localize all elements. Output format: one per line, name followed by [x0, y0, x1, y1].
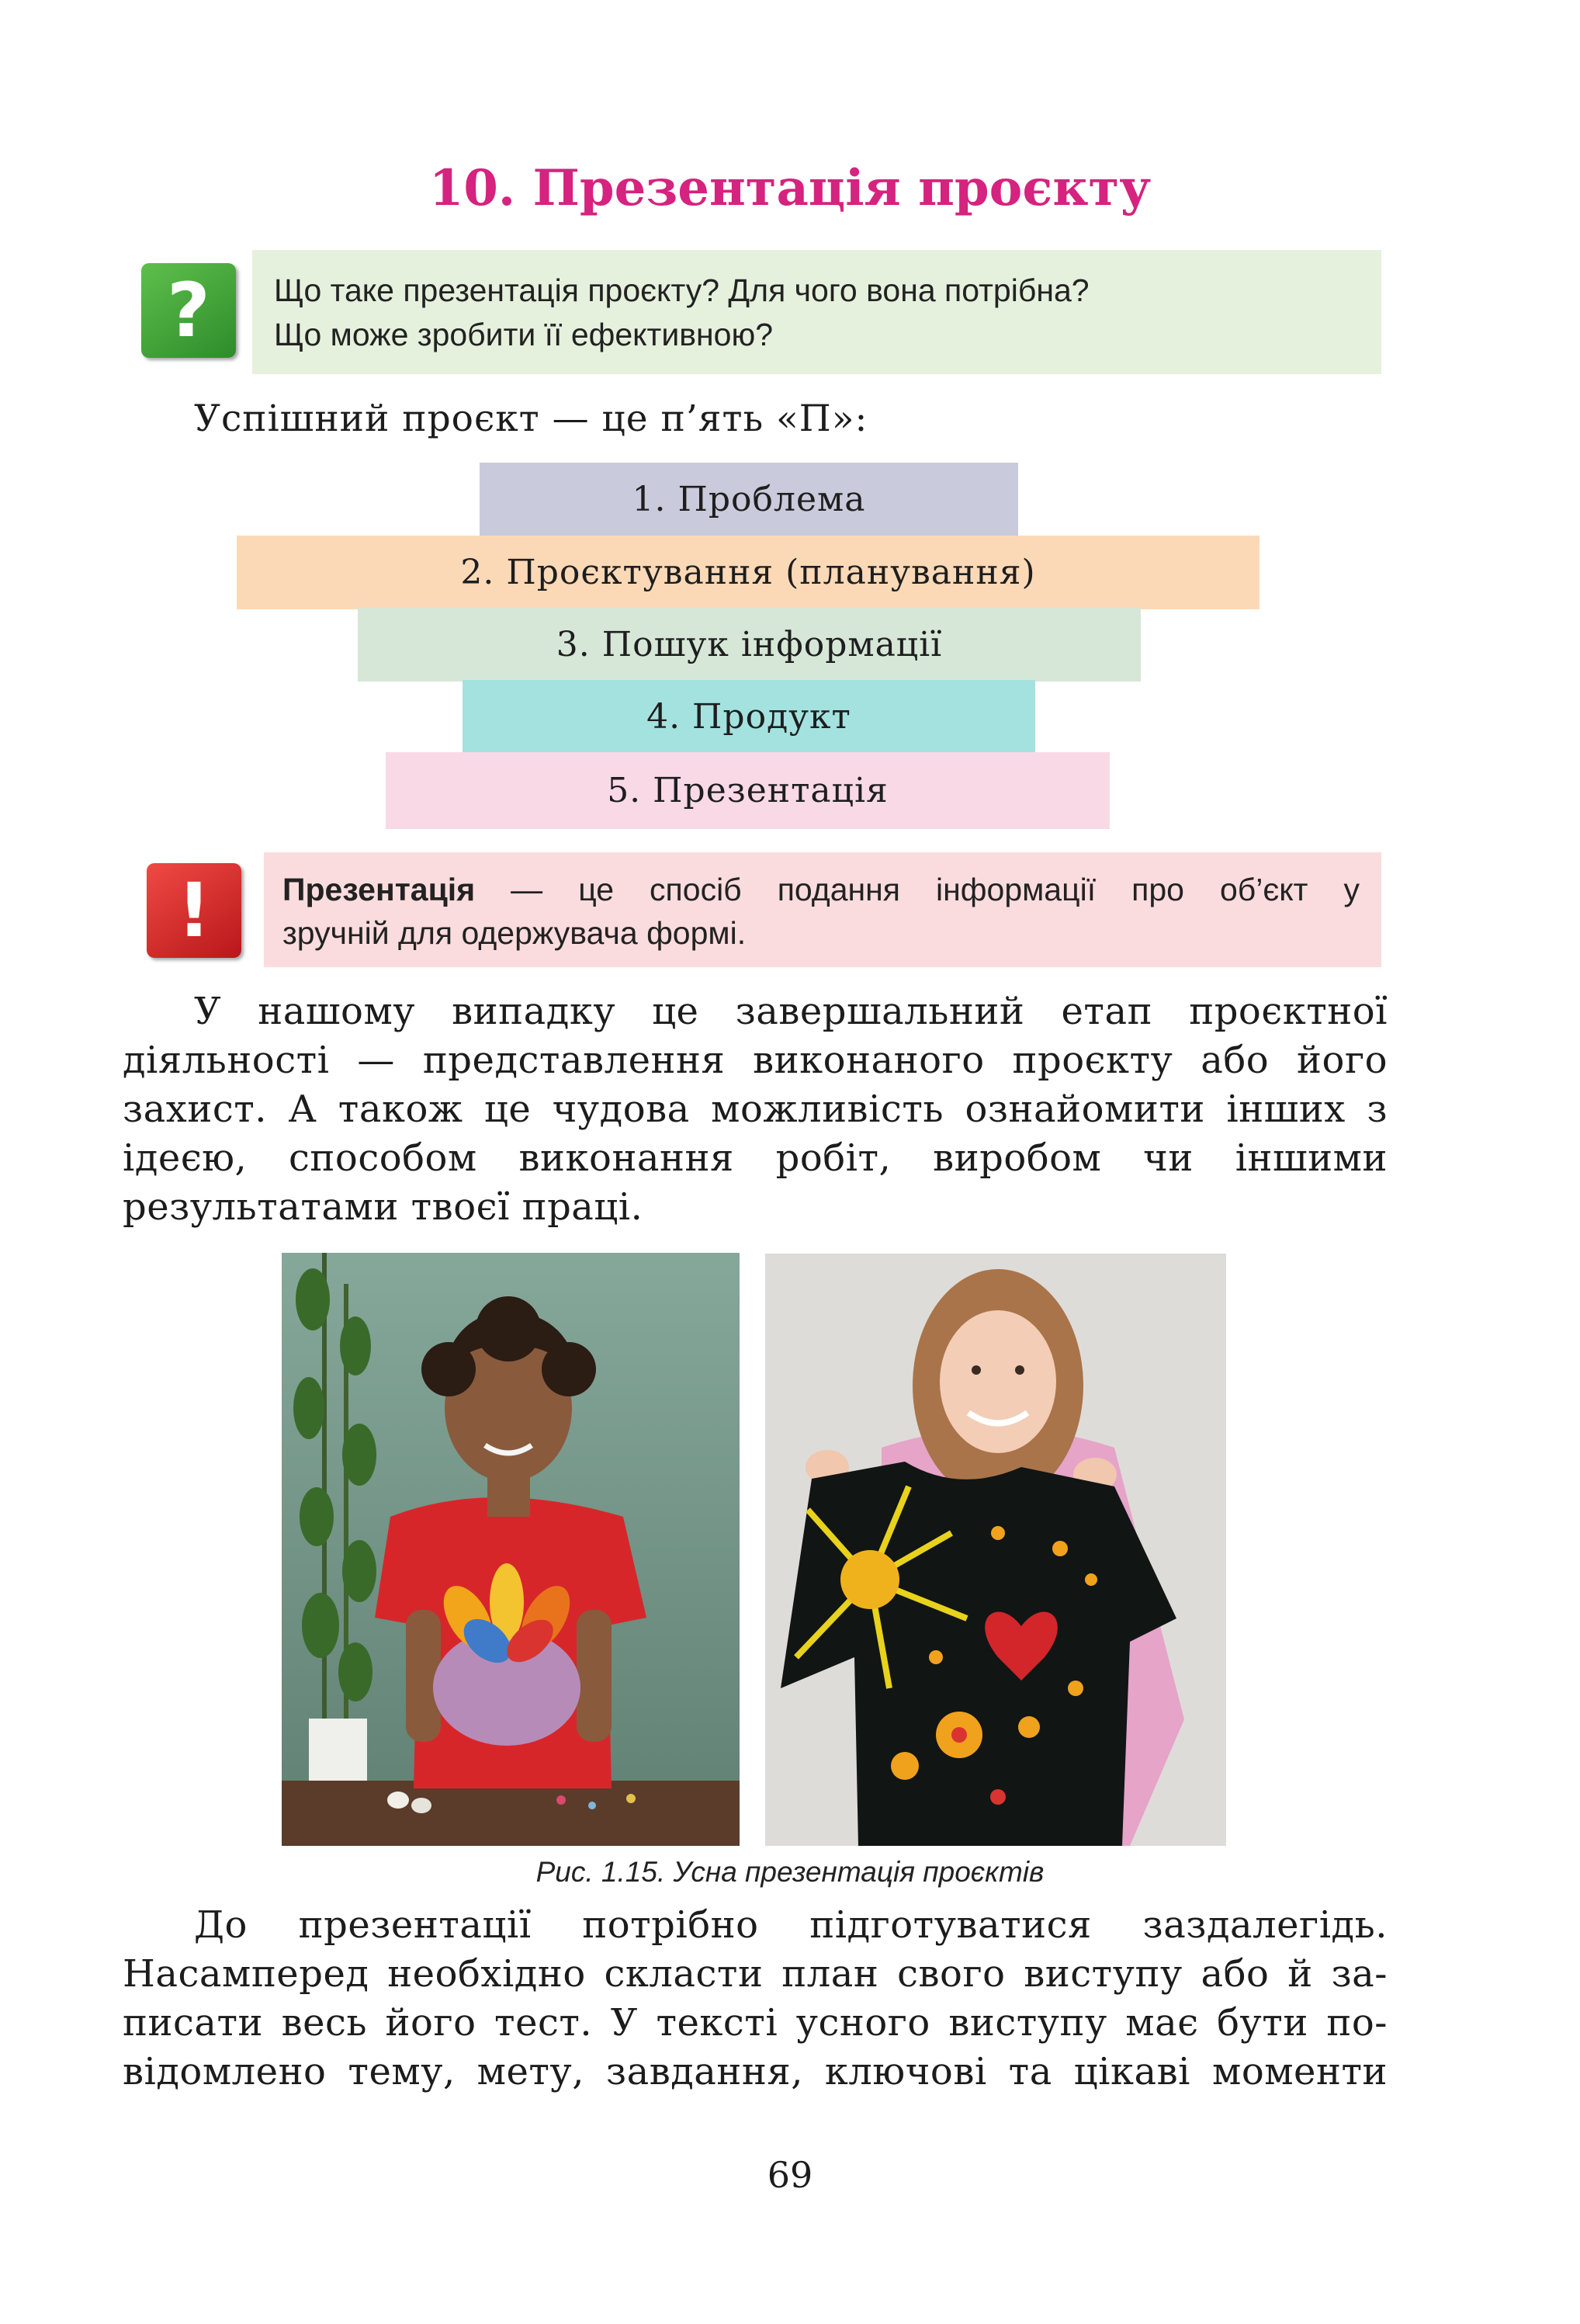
question-mark-icon: ?: [141, 263, 236, 358]
figure-caption: Рис. 1.15. Усна презентація проєктів: [535, 1856, 1045, 1888]
paragraph-1-line: результатами твоєї праці.: [123, 1185, 643, 1229]
paragraph-2: [123, 1901, 1388, 2097]
photo-girl-with-painted-tshirt: [765, 1254, 1226, 1846]
paragraph-1-line: захист. А також це чудова можливість ознайомити інших з: [123, 1087, 1388, 1131]
definition-line-2: зручній для одержувача формі.: [282, 915, 747, 951]
step-product: 4. Продукт: [463, 680, 1035, 754]
page-title: 10. Презентація проєкту: [428, 159, 1152, 217]
intro-text: Успішний проєкт — це п’ять «П»:: [194, 397, 868, 440]
paragraph-1-line: діяльності — представлення виконаного проєкту або його: [123, 1039, 1388, 1082]
photo-boy-with-flower-basket: [282, 1253, 740, 1846]
definition-text: — це спосіб подання інформації про об’єкт у: [511, 872, 1360, 907]
step-design: 2. Проєктування (планування): [237, 536, 1259, 609]
paragraph-1-line: У нашому випадку це завершальний етап проєктної: [194, 990, 1388, 1033]
paragraph-1-line: ідеєю, способом виконання робіт, виробом чи іншими: [123, 1136, 1388, 1180]
definition-term: Презентація: [282, 872, 476, 907]
step-presentation: 5. Презентація: [386, 752, 1110, 829]
paragraph-2-line: писати весь його тест. У тексті усного виступу має бути по-: [123, 2001, 1388, 2045]
question-line-1: Що таке презентація проєкту? Для чого вона потрібна?: [274, 272, 1090, 308]
paragraph-1: [123, 987, 1388, 1232]
paragraph-2-line: Насамперед необхідно скласти план свого виступу або й за-: [123, 1952, 1388, 1996]
definition-line-1: [282, 868, 1360, 911]
paragraph-2-line: До презентації потрібно підготуватися заздалегідь.: [194, 1903, 1388, 1947]
step-problem: 1. Проблема: [480, 463, 1018, 536]
paragraph-2-line: відомлено тему, мету, завдання, ключові та цікаві моменти: [123, 2050, 1388, 2093]
question-line-2: Що може зробити її ефективною?: [274, 317, 774, 352]
step-search: 3. Пошук інформації: [358, 608, 1141, 682]
page-number: 69: [767, 2154, 813, 2196]
question-box: [252, 250, 1381, 374]
definition-box: [264, 852, 1381, 967]
exclamation-mark-icon: !: [147, 863, 241, 958]
